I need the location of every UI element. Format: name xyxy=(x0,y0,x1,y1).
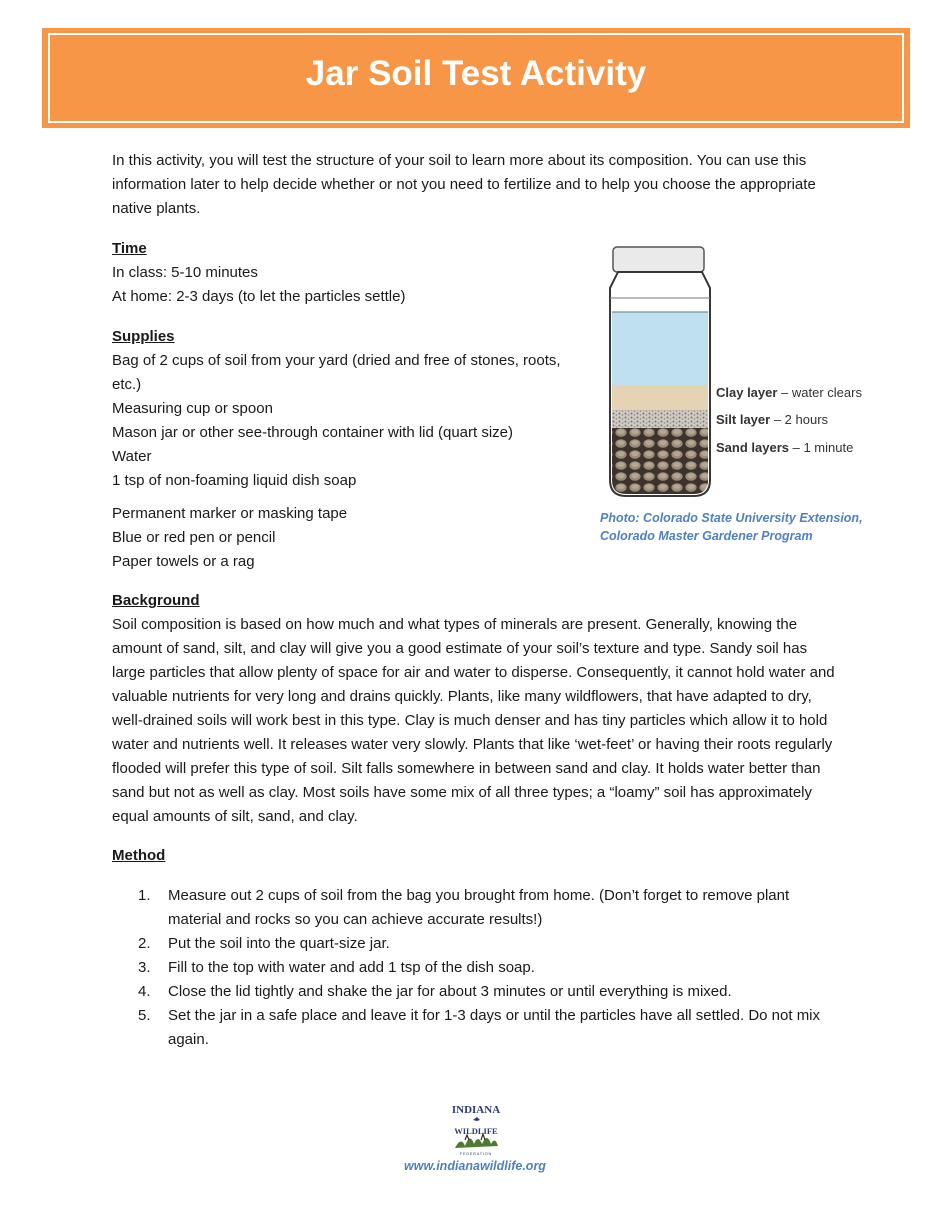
sand-layer xyxy=(612,428,708,494)
silt-layer xyxy=(612,385,708,410)
background-section xyxy=(112,589,842,829)
silt-layer-label: Silt layer – 2 hours xyxy=(716,412,829,427)
method-heading: Method xyxy=(112,847,166,864)
method-step xyxy=(112,932,837,956)
time-section xyxy=(112,237,572,309)
supply-item: Permanent marker or masking tape xyxy=(112,505,348,522)
water-layer xyxy=(612,312,708,385)
supplies-list-continued xyxy=(112,502,572,574)
title-banner xyxy=(42,28,910,128)
method-step xyxy=(112,1004,837,1052)
intro-paragraph: In this activity, you will test the structure of your soil to learn more about its composition. You can use this information later to help decide whether or not you need to fertilize and to help you choose the appropriate native plants. xyxy=(112,152,816,217)
step-number: 3. xyxy=(138,959,151,976)
step-text: Set the jar in a safe place and leave it for 1-3 days or until the particles have all settled. Do not mix again. xyxy=(168,1007,821,1048)
method-step xyxy=(112,956,837,980)
logo-word-wildlife: WILDLIFE xyxy=(454,1126,498,1136)
step-text: Fill to the top with water and add 1 tsp of the dish soap. xyxy=(168,959,535,976)
step-text: Close the lid tightly and shake the jar for about 3 minutes or until everything is mixed. xyxy=(168,983,732,1000)
supply-item: Paper towels or a rag xyxy=(112,553,255,570)
soil-jar-illustration xyxy=(600,240,885,505)
caption-line: Photo: Colorado State University Extension, xyxy=(600,511,863,525)
photo-caption xyxy=(600,509,890,545)
supply-item: Mason jar or other see-through container with lid (quart size) xyxy=(112,424,514,441)
time-line: In class: 5-10 minutes xyxy=(112,264,258,281)
indiana-wildlife-federation-logo xyxy=(443,1100,509,1156)
step-text: Put the soil into the quart-size jar. xyxy=(168,935,390,952)
sand-layer-label: Sand layers – 1 minute xyxy=(716,440,854,455)
method-steps xyxy=(112,884,837,1052)
supply-item: Bag of 2 cups of soil from your yard (dried and free of stones, roots, etc.) xyxy=(112,352,561,393)
time-heading: Time xyxy=(112,240,147,257)
background-heading: Background xyxy=(112,592,200,609)
logo-word-federation: FEDERATION xyxy=(459,1152,493,1156)
supplies-section xyxy=(112,325,592,493)
supply-item: 1 tsp of non-foaming liquid dish soap xyxy=(112,472,357,489)
caption-line: Colorado Master Gardener Program xyxy=(600,529,813,543)
trees-icon xyxy=(455,1138,498,1148)
footer-website-link[interactable]: www.indianawildlife.org xyxy=(404,1159,546,1173)
supplies-heading: Supplies xyxy=(112,328,175,345)
clay-layer-label: Clay layer – water clears xyxy=(716,385,862,400)
supply-item: Measuring cup or spoon xyxy=(112,400,273,417)
method-step xyxy=(112,884,837,932)
step-number: 5. xyxy=(138,1007,151,1024)
background-paragraph: Soil composition is based on how much and what types of minerals are present. Generally, knowing the amount of sand, silt, and clay will give you a good estimate of your soil’s texture and type. Sandy soil has large particles that allow plenty of space for air and water to disperse. Consequently, it cannot hold water and valuable nutrients for very long and drains quickly. Plants, like many wildflowers, that have adapted to dry, well-drained soils will work best in this type. Clay is much denser and has tiny particles which allow it to hold water and nutrients well. It releases water very slowly. Plants that like ‘wet-feet’ or having their roots regularly flooded will prefer this type of soil. Silt falls somewhere in between sand and clay. It holds water better than sand but not as well as clay. Most soils have some mix of all three types; a “loamy” soil has approximately equal amounts of silt, sand, and clay. xyxy=(112,616,835,825)
page-title: Jar Soil Test Activity xyxy=(305,54,647,93)
step-number: 1. xyxy=(138,887,151,904)
step-number: 2. xyxy=(138,935,151,952)
bird-icon xyxy=(473,1117,480,1121)
method-section xyxy=(112,844,312,868)
method-step xyxy=(112,980,837,1004)
supply-item: Water xyxy=(112,448,152,465)
supply-item: Blue or red pen or pencil xyxy=(112,529,276,546)
step-number: 4. xyxy=(138,983,151,1000)
time-line: At home: 2-3 days (to let the particles settle) xyxy=(112,288,406,305)
logo-word-indiana: INDIANA xyxy=(451,1104,501,1116)
step-text: Measure out 2 cups of soil from the bag you brought from home. (Don’t forget to remove plant material and rocks so you can achieve accurate results!) xyxy=(168,887,790,928)
jar-lid xyxy=(613,247,704,272)
fine-sand-layer xyxy=(612,410,708,428)
